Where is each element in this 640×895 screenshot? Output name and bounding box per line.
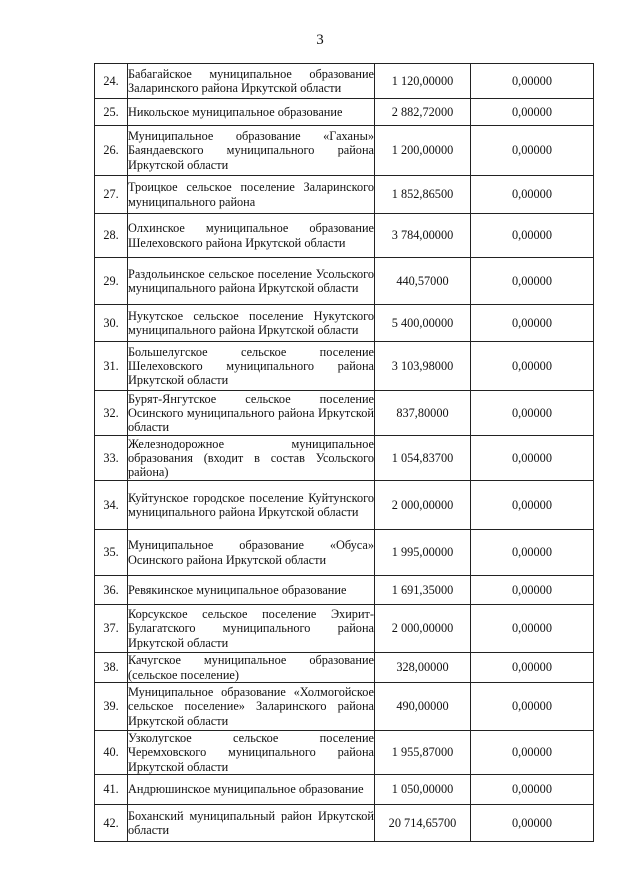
amount-cell: 328,00000 — [375, 653, 471, 683]
municipality-name-text: Муниципальное образование «Обуса» Осинского района Иркутской области — [128, 538, 374, 567]
table-row — [95, 530, 594, 576]
table-row — [95, 576, 594, 605]
table-row — [95, 436, 594, 481]
amount-secondary-cell: 0,00000 — [471, 391, 594, 436]
table-row — [95, 176, 594, 214]
row-number: 36. — [95, 576, 128, 605]
amount-secondary-cell: 0,00000 — [471, 653, 594, 683]
row-number: 33. — [95, 436, 128, 481]
municipality-name — [128, 126, 375, 176]
amount-secondary-cell: 0,00000 — [471, 775, 594, 805]
municipality-name — [128, 481, 375, 530]
table-row — [95, 391, 594, 436]
row-number: 35. — [95, 530, 128, 576]
row-number: 25. — [95, 99, 128, 126]
municipality-name-text: Андрюшинское муниципальное образование — [128, 782, 364, 797]
row-number: 42. — [95, 805, 128, 842]
municipality-name-text: Никольское муниципальное образование — [128, 104, 343, 119]
page-number: 3 — [316, 32, 324, 48]
row-number: 26. — [95, 126, 128, 176]
municipality-name-text: Бабагайское муниципальное образование Заларинского района Иркутской области — [128, 66, 374, 95]
municipality-name-text: Корсукское сельское поселение Эхирит-Булагатского муниципального района Иркутской области — [128, 607, 374, 650]
row-number: 24. — [95, 64, 128, 99]
municipality-name-text: Олхинское муниципальное образование Шелеховского района Иркутской области — [128, 221, 374, 250]
municipality-name-text: Бурят-Янгутское сельское поселение Осинского муниципального района Иркутской области — [128, 391, 374, 435]
table-row — [95, 126, 594, 176]
amount-cell: 1 955,87000 — [375, 731, 471, 775]
municipality-name — [128, 775, 375, 805]
municipality-name — [128, 653, 375, 683]
row-number: 40. — [95, 731, 128, 775]
municipality-name — [128, 258, 375, 305]
municipality-name — [128, 605, 375, 653]
municipality-name-text: Троицкое сельское поселение Заларинского муниципального района — [128, 180, 374, 209]
municipality-name — [128, 576, 375, 605]
amount-cell: 5 400,00000 — [375, 305, 471, 342]
table-row — [95, 731, 594, 775]
municipality-name — [128, 683, 375, 731]
municipality-name-text: Боханский муниципальный район Иркутской области — [128, 808, 374, 837]
amount-cell: 2 000,00000 — [375, 605, 471, 653]
amount-cell: 2 882,72000 — [375, 99, 471, 126]
amount-secondary-cell: 0,00000 — [471, 342, 594, 391]
municipality-name — [128, 530, 375, 576]
amount-secondary-cell: 0,00000 — [471, 436, 594, 481]
amount-secondary-cell: 0,00000 — [471, 576, 594, 605]
amount-cell: 1 691,35000 — [375, 576, 471, 605]
table-row — [95, 683, 594, 731]
municipality-name-text: Железнодорожное муниципальное образования (входит в состав Усольского района) — [128, 436, 374, 480]
table-row — [95, 605, 594, 653]
amount-cell: 1 995,00000 — [375, 530, 471, 576]
municipality-name — [128, 436, 375, 481]
table-row — [95, 481, 594, 530]
amount-cell: 490,00000 — [375, 683, 471, 731]
table-row — [95, 342, 594, 391]
amount-cell: 1 050,00000 — [375, 775, 471, 805]
amount-cell: 1 200,00000 — [375, 126, 471, 176]
amount-secondary-cell: 0,00000 — [471, 805, 594, 842]
amount-cell: 1 852,86500 — [375, 176, 471, 214]
amount-cell: 1 054,83700 — [375, 436, 471, 481]
table-row — [95, 214, 594, 258]
table-row — [95, 305, 594, 342]
municipality-name-text: Раздольинское сельское поселение Усольского муниципального района Иркутской области — [128, 266, 374, 295]
municipality-name — [128, 342, 375, 391]
table-row — [95, 653, 594, 683]
amount-cell: 3 103,98000 — [375, 342, 471, 391]
amount-secondary-cell: 0,00000 — [471, 176, 594, 214]
amount-secondary-cell: 0,00000 — [471, 731, 594, 775]
municipality-name — [128, 176, 375, 214]
municipality-name — [128, 64, 375, 99]
municipality-name — [128, 805, 375, 842]
municipality-name-text: Муниципальное образование «Холмогойское сельское поселение» Заларинского района Иркутской области — [128, 685, 374, 728]
row-number: 38. — [95, 653, 128, 683]
municipality-name-text: Большелугское сельское поселение Шелеховского муниципального района Иркутской области — [128, 344, 374, 388]
municipality-name — [128, 391, 375, 436]
amount-secondary-cell: 0,00000 — [471, 214, 594, 258]
municipality-name — [128, 731, 375, 775]
amount-cell: 3 784,00000 — [375, 214, 471, 258]
municipality-name-text: Качугское муниципальное образование (сельское поселение) — [128, 653, 374, 682]
row-number: 30. — [95, 305, 128, 342]
row-number: 34. — [95, 481, 128, 530]
amount-cell: 1 120,00000 — [375, 64, 471, 99]
row-number: 37. — [95, 605, 128, 653]
amount-secondary-cell: 0,00000 — [471, 481, 594, 530]
municipality-name — [128, 305, 375, 342]
amount-secondary-cell: 0,00000 — [471, 99, 594, 126]
municipality-name — [128, 99, 375, 126]
municipality-name-text: Нукутское сельское поселение Нукутского муниципального района Иркутской области — [128, 308, 374, 337]
amount-cell: 20 714,65700 — [375, 805, 471, 842]
municipality-name-text: Муниципальное образование «Гаханы» Баяндаевского муниципального района Иркутской области — [128, 129, 374, 172]
table-row — [95, 258, 594, 305]
municipality-name-text: Узколугское сельское поселение Черемховского муниципального района Иркутской области — [128, 731, 374, 774]
amount-cell: 440,57000 — [375, 258, 471, 305]
allocation-table — [94, 63, 594, 842]
municipality-name — [128, 214, 375, 258]
amount-cell: 837,80000 — [375, 391, 471, 436]
amount-secondary-cell: 0,00000 — [471, 64, 594, 99]
table-row — [95, 99, 594, 126]
amount-secondary-cell: 0,00000 — [471, 683, 594, 731]
table-body — [95, 64, 594, 842]
amount-secondary-cell: 0,00000 — [471, 258, 594, 305]
amount-secondary-cell: 0,00000 — [471, 530, 594, 576]
row-number: 28. — [95, 214, 128, 258]
row-number: 27. — [95, 176, 128, 214]
row-number: 41. — [95, 775, 128, 805]
table-row — [95, 64, 594, 99]
amount-cell: 2 000,00000 — [375, 481, 471, 530]
amount-secondary-cell: 0,00000 — [471, 605, 594, 653]
municipality-name-text: Ревякинское муниципальное образование — [128, 582, 347, 597]
row-number: 31. — [95, 342, 128, 391]
amount-secondary-cell: 0,00000 — [471, 126, 594, 176]
row-number: 32. — [95, 391, 128, 436]
table-row — [95, 805, 594, 842]
municipality-name-text: Куйтунское городское поселение Куйтунского муниципального района Иркутской области — [128, 490, 374, 519]
amount-secondary-cell: 0,00000 — [471, 305, 594, 342]
table-row — [95, 775, 594, 805]
row-number: 39. — [95, 683, 128, 731]
row-number: 29. — [95, 258, 128, 305]
